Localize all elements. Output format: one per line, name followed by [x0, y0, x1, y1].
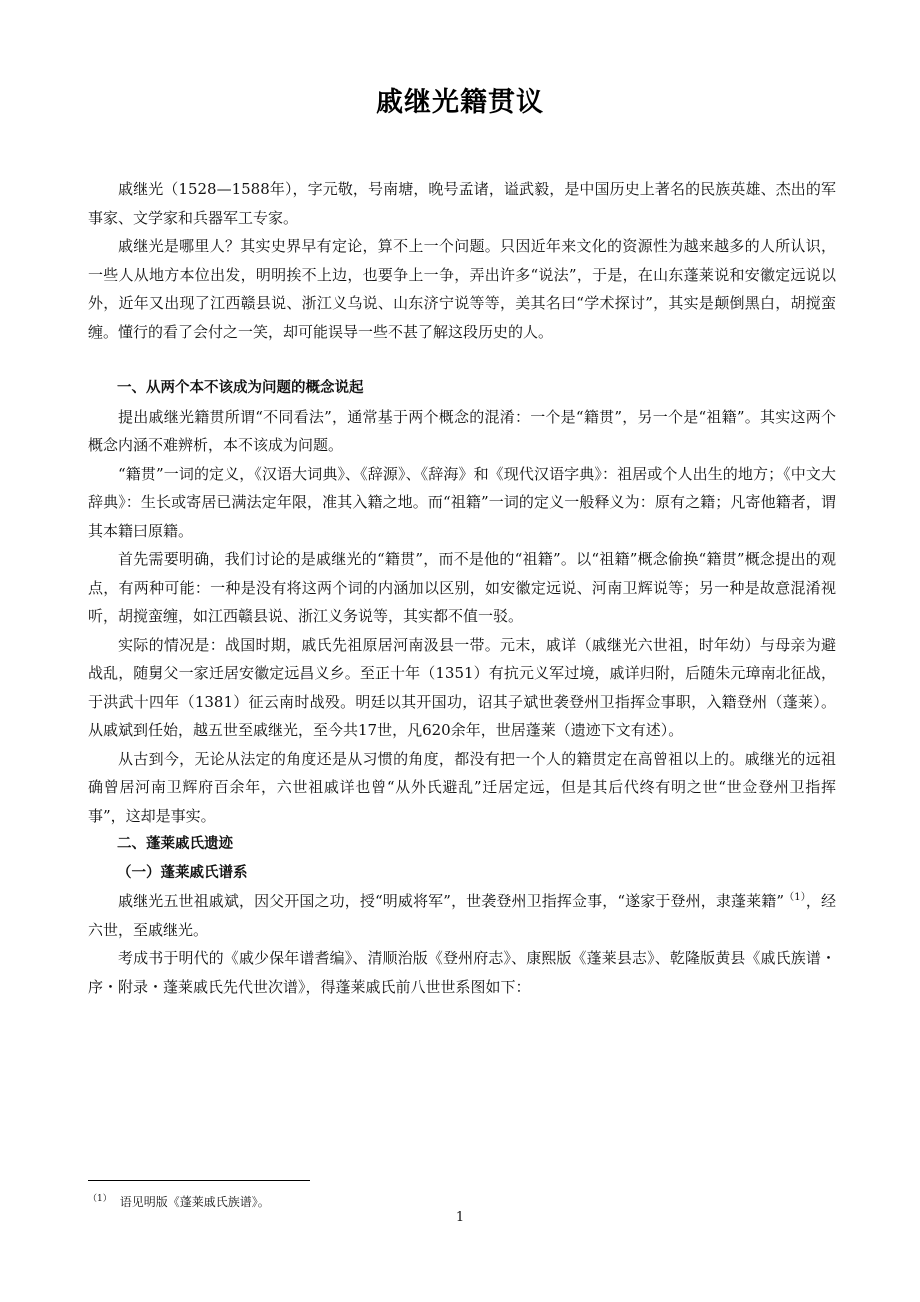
- footnote-divider: [88, 1180, 310, 1181]
- section-spacer: [88, 346, 836, 374]
- paragraph-lineage-text: 戚继光五世祖戚斌，因父开国之功，授“明威将军”，世袭登州卫指挥佥事，“遂家于登州，隶蓬莱籍”: [118, 892, 785, 910]
- paragraph-concepts: 提出戚继光籍贯所谓“不同看法”，通常基于两个概念的混淆：一个是“籍贯”，另一个是“祖籍”。其实这两个概念内涵不难辨析，本不该成为问题。: [88, 407, 836, 454]
- paragraph-clarify: 首先需要明确，我们讨论的是戚继光的“籍贯”，而不是他的“祖籍”。以“祖籍”概念偷换“籍贯”概念提出的观点，有两种可能：一种是没有将这两个词的内涵加以区别，如安徽定远说、河南卫辉说等；另一种是故意混淆视听，胡搅蛮缠，如江西赣县说、浙江义务说等，其实都不值一驳。: [88, 550, 836, 625]
- paragraph-question: 戚继光是哪里人？其实史界早有定论，算不上一个问题。只因近年来文化的资源性为越来越多的人所认识，一些人从地方本位出发，明明挨不上边，也要争上一争，弄出许多“说法”，于是，在山东蓬莱说和安徽定远说以外，近年又出现了江西赣县说、浙江义乌说、山东济宁说等等，美其名曰“学术探讨”，其实是颠倒黑白，胡搅蛮缠。懂行的看了会付之一笑，却可能误导一些不甚了解这段历史的人。: [88, 237, 836, 341]
- paragraph-intro: 戚继光（1528—1588年），字元敬，号南塘，晚号孟诸，谥武毅，是中国历史上著名的民族英雄、杰出的军事家、文学家和兵器军工专家。: [88, 180, 836, 227]
- paragraph-definitions: “籍贯”一词的定义，《汉语大词典》、《辞源》、《辞海》和《现代汉语字典》：祖居或个人出生的地方；《中文大辞典》：生长或寄居已满法定年限，准其入籍之地。而“祖籍”一词的定义一般释义为：原有之籍；凡寄他籍者，谓其本籍曰原籍。: [88, 464, 836, 540]
- footnote-text: 语见明版《蓬莱戚氏族谱》。: [119, 1195, 270, 1209]
- footnote-reference[interactable]: （1）: [784, 892, 806, 903]
- document-body: [88, 175, 836, 1001]
- paragraph-sources: 考成书于明代的《戚少保年谱耆编》、清顺治版《登州府志》、康熙版《蓬莱县志》、乾隆版黄县《戚氏族谱・序・附录・蓬莱戚氏先代世次谱》，得蓬莱戚氏前八世世系图如下：: [88, 949, 836, 996]
- paragraph-lineage: [88, 887, 836, 944]
- paragraph-custom: 从古到今，无论从法定的角度还是从习惯的角度，都没有把一个人的籍贯定在高曾祖以上的。戚继光的远祖确曾居河南卫辉府百余年，六世祖戚详也曾“从外氏避乱”迁居定远，但是其后代终有明之世“世佥登州卫指挥事”，这却是事实。: [88, 749, 836, 825]
- document-title: 戚继光籍贯议: [376, 87, 544, 118]
- footnote: [88, 1190, 270, 1211]
- page-number: 1: [455, 1210, 465, 1225]
- section-heading-2: 二、蓬莱戚氏遗迹: [117, 836, 233, 852]
- subsection-heading-1: （一）蓬莱戚氏谱系: [117, 864, 248, 881]
- paragraph-lineage-tail: ，经六世，至戚继光。: [88, 892, 836, 939]
- section-heading-1: 一、从两个本不该成为问题的概念说起: [117, 380, 364, 396]
- footnote-mark: （1）: [88, 1194, 112, 1204]
- paragraph-history: 实际的情况是：战国时期，戚氏先祖原居河南汲县一带。元末，戚详（戚继光六世祖，时年幼）与母亲为避战乱，随舅父一家迁居安徽定远昌义乡。至正十年（1351）有抗元义军过境，戚详归附，后随朱元璋南北征战，于洪武十四年（1381）征云南时战殁。明廷以其开国功，诏其子斌世袭登州卫指挥佥事职，入籍登州（蓬莱）。从戚斌到任始，越五世至戚继光，至今共17世，凡620余年，世居蓬莱（遗迹下文有述）。: [88, 635, 836, 739]
